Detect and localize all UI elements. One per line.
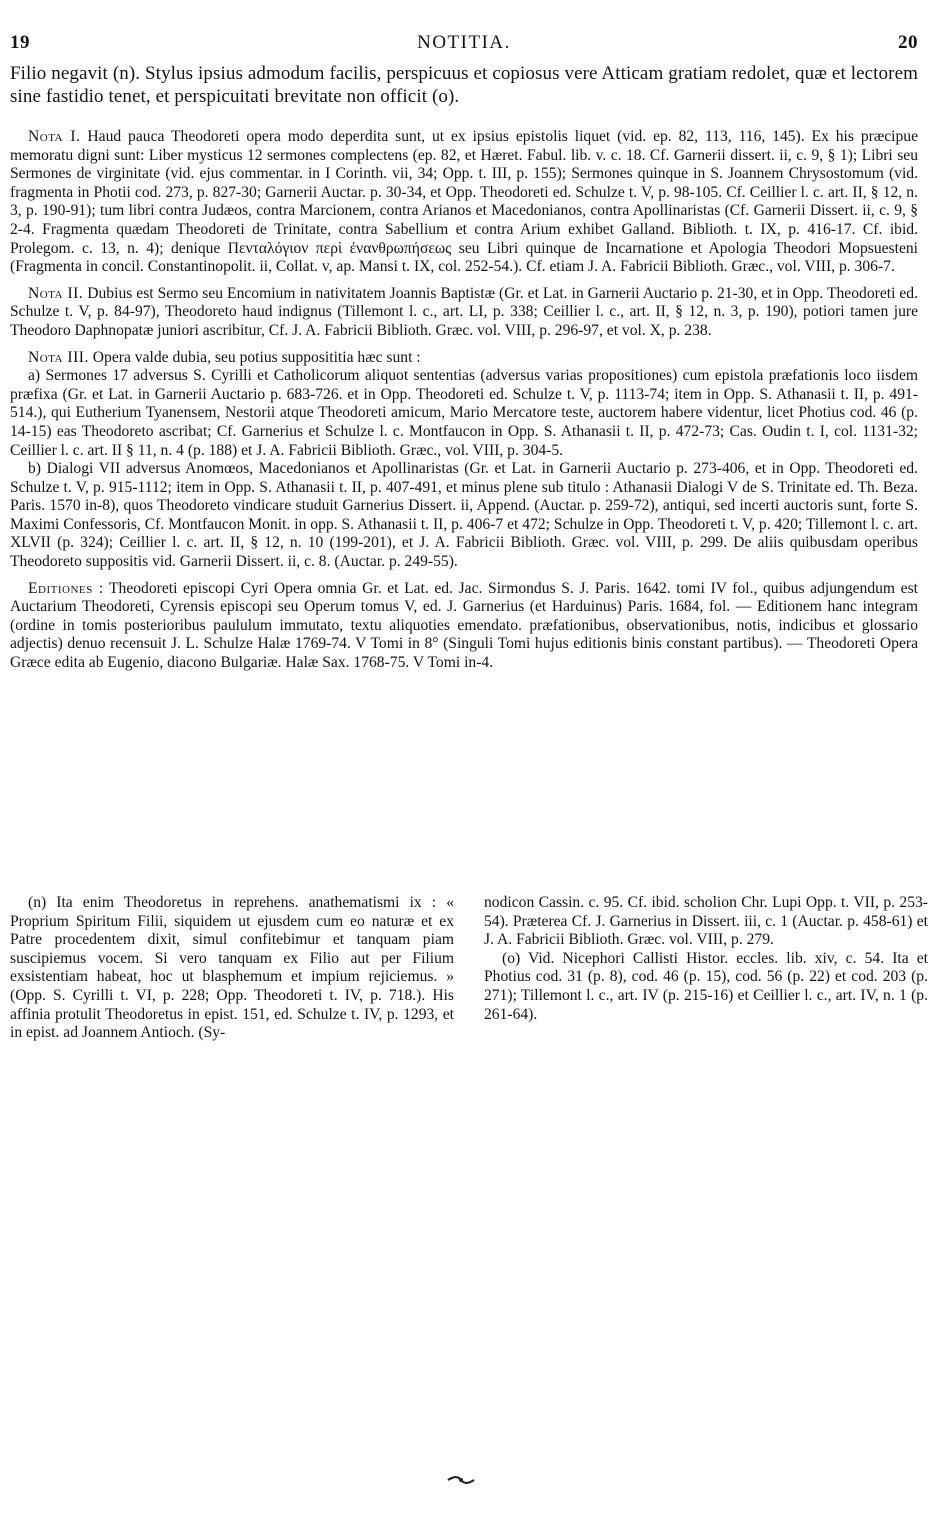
nota-3 <box>10 349 918 368</box>
footnote-o: (o) Vid. Nicephori Callisti Histor. eccles. lib. xiv, c. 54. Ita et Photius cod. 31 (p. 8), cod. 46 (p. 15), cod. 56 (p. 22) et cod. 203 (p. 271); Tillemont l. c., art. IV (p. 215-16) et Ceillier l. c., art. IV, n. 1 (p. 261-64). <box>484 949 928 1023</box>
nota-2-text: Dubius est Sermo seu Encomium in nativitatem Joannis Baptistæ (Gr. et Lat. in Garnerii Auctario p. 21-30, et in Opp. Theodoreti ed. Schulze t. V, p. 84-97), Theodoreto haud indignus (Tillemont l. c., art. LI, p. 338; Ceillier l. c., art. II, § 12, n. 3, p. 190), potiori tamen jure Theodoro Daphnopatæ juniori ascribitur, Cf. J. A. Fabricii Biblioth. Græc. vol. VIII, p. 296-97, et vol. X, p. 238. <box>10 284 918 339</box>
editiones-label: Editiones : <box>28 579 104 597</box>
page-number-left: 19 <box>10 32 30 53</box>
editiones-text: Theodoreti episcopi Cyri Opera omnia Gr. et Lat. ed. Jac. Sirmondus S. J. Paris. 1642. tomi IV fol., quibus adjungendum est Auctarium Theodoreti, Cyrensis episcopi seu Operum tomus V, ed. J. Garnerius (et Harduinus) Paris. 1684, fol. — Editionem hanc integram (ordine in tomis posterioribus paululum immutato, textu aliquoties emendato. præfationibus, observationibus, notis, indicibus et glossario adjectis) denuo recensuit J. L. Schulze Halæ 1769-74. V Tomi in 8° (Singuli Tomi hujus editionis binis constant partibus). — Theodoreti Opera Græce edita ab Eugenio, diacono Bulgariæ. Halæ Sax. 1768-75. V Tomi in-4. <box>10 579 918 672</box>
footnote-column-right <box>484 894 928 1024</box>
nota-3-label: Nota III. <box>28 348 89 366</box>
notes-section <box>10 128 918 673</box>
nota-2 <box>10 285 918 341</box>
editiones <box>10 580 918 673</box>
footnote-n-part1: (n) Ita enim Theodoretus in reprehens. anathematismi ix : « Proprium Spiritum Filii, siquidem ut ejusdem cum eo naturæ et ex Patre procedentem dixit, simul confitebimur et tanquam piam suscipiemus vocem. Si vero tanquam ex Filio aut per Filium exsistentiam habeat, hoc ut blasphemum et impium rejiciemus. » (Opp. S. Cyrilli t. VI, p. 228; Opp. Theodoreti t. IV, p. 718.). His affinia protulit Theodoretus in epist. 151, ed. Schulze t. IV, p. 1293, et in epist. ad Joannem Antioch. (Sy- <box>10 894 454 1042</box>
intro-paragraph: Filio negavit (n). Stylus ipsius admodum facilis, perspicuus et copiosus vere Atticam gratiam redolet, quæ et lectorem sine fastidio tenet, et perspicuitati brevitate non officit (o). <box>10 63 918 107</box>
footnote-n-part2: nodicon Cassin. c. 95. Cf. ibid. scholion Chr. Lupi Opp. t. VII, p. 253-54). Præterea Cf. J. Garnerius in Dissert. iii, c. 1 (Auctar. p. 458-61) et J. A. Fabricii Biblioth. Græc. vol. VIII, p. 279. <box>484 894 928 949</box>
footnote-column-left <box>10 894 454 1043</box>
end-ornament-icon <box>446 1475 476 1485</box>
page-number-right: 20 <box>898 32 918 53</box>
nota-3-item-b: b) Dialogi VII adversus Anomœos, Macedonianos et Apollinaristas (Gr. et Lat. in Garnerii Auctario p. 273-406, et in Opp. Theodoreti ed. Schulze t. V, p. 915-1112; item in Opp. S. Athanasii t. II, p. 407-491, et minus plene sub titulo : Athanasii Dialogi V de S. Trinitate ed. Th. Beza. Paris. 1570 in-8), quos Theodoreto vindicare studuit Garnerius Dissert. ii, Append. (Auctar. p. 259-72), antiqui, sed incerti auctoris sunt, forte S. Maximi Confessoris, Cf. Montfaucon Monit. in opp. S. Athanasii t. II, p. 406-7 et 472; Schulze in Opp. Theodoreti t. V, p. 420; Tillemont l. c. art. XLVII (p. 324); Ceillier l. c. art. II, § 12, n. 10 (199-201), et J. A. Fabricii Biblioth. Græc. vol. VIII, p. 299. De aliis quibusdam operibus Theodoreto suppositis vid. Garnerii Dissert. ii, c. 8. (Auctar. p. 249-55). <box>10 460 918 571</box>
running-title: NOTITIA. <box>417 32 511 53</box>
nota-2-label: Nota II. <box>28 284 84 302</box>
nota-1 <box>10 128 918 277</box>
footnotes <box>10 894 928 1194</box>
nota-3-item-a: a) Sermones 17 adversus S. Cyrilli et Catholicorum aliquot sententias (adversus varias propositiones) cum epistola præfationis loco iisdem præfixa (Gr. et Lat. in Garnerii Auctario p. 683-726. et in Opp. Theodoreti ed. Schulze t. V, p. 1113-74; item in Opp. S. Athanasii t. II, p. 491-514.), qui Eutherium Tyanensem, Nestorii atque Theodoreti amicum, Mario Mercatore teste, auctorem habere videntur, licet Photius cod. 46 (p. 14-15) eas Theodoreto ascribat; Cf. Garnerius et Schulze l. c. Montfaucon in Opp. S. Athanasii t. II, p. 472-73; Cas. Oudin t. I, col. 1131-32; Ceillier l. c. art. II § 11, n. 4 (p. 188) et J. A. Fabricii Biblioth. Græc., vol. VIII, p. 304-5. <box>10 367 918 459</box>
page-header <box>10 32 918 58</box>
nota-1-label: Nota I. <box>28 128 81 145</box>
nota-3-text: Opera valde dubia, seu potius supposititia hæc sunt : <box>92 348 421 366</box>
nota-1-text: Haud pauca Theodoreti opera modo deperdita sunt, ut ex ipsius epistolis liquet (vid. ep. 82, 113, 116, 145). Ex his præcipue memoratu digni sunt: Liber mysticus 12 sermones complectens (ep. 82, et Hæret. Fabul. lib. v. c. 18. Cf. Garnerii dissert. ii, c. 9, § 1); Libri seu Sermones de virginitate (vid. ejus commentar. in I Corinth. vii, 34; Opp. t. III, p. 155); Sermones quinque in S. Joannem Chrysostomum (vid. fragmenta in Photii cod. 273, p. 827-30; Garnerii Auctar. p. 30-34, et Opp. Theodoreti ed. Schulze t. V, p. 98-105. Cf. Ceillier l. c. art. II, § 12, n. 3, p. 190-91); tum libri contra Judæos, contra Marcionem, contra Arianos et Macedonianos, contra Apollinaristas (Cf. Garnerii Dissert. ii, c. 9, § 2-4. Fragmenta quædam Theodoreti de Trinitate, contra Sabellium et contra Arium exhibet Galland. Biblioth. t. IX, p. 416-17. Cf. ibid. Prolegom. c. 13, n. 4); denique Πενταλόγιον περὶ ἐνανθρωπήσεως seu Libri quinque de Incarnatione et Apologia Theodori Mopsuesteni (Fragmenta in concil. Constantinopolit. ii, Collat. v, ap. Mansi t. IX, col. 252-54.). Cf. etiam J. A. Fabricii Biblioth. Græc., vol. VIII, p. 306-7. <box>10 128 919 276</box>
